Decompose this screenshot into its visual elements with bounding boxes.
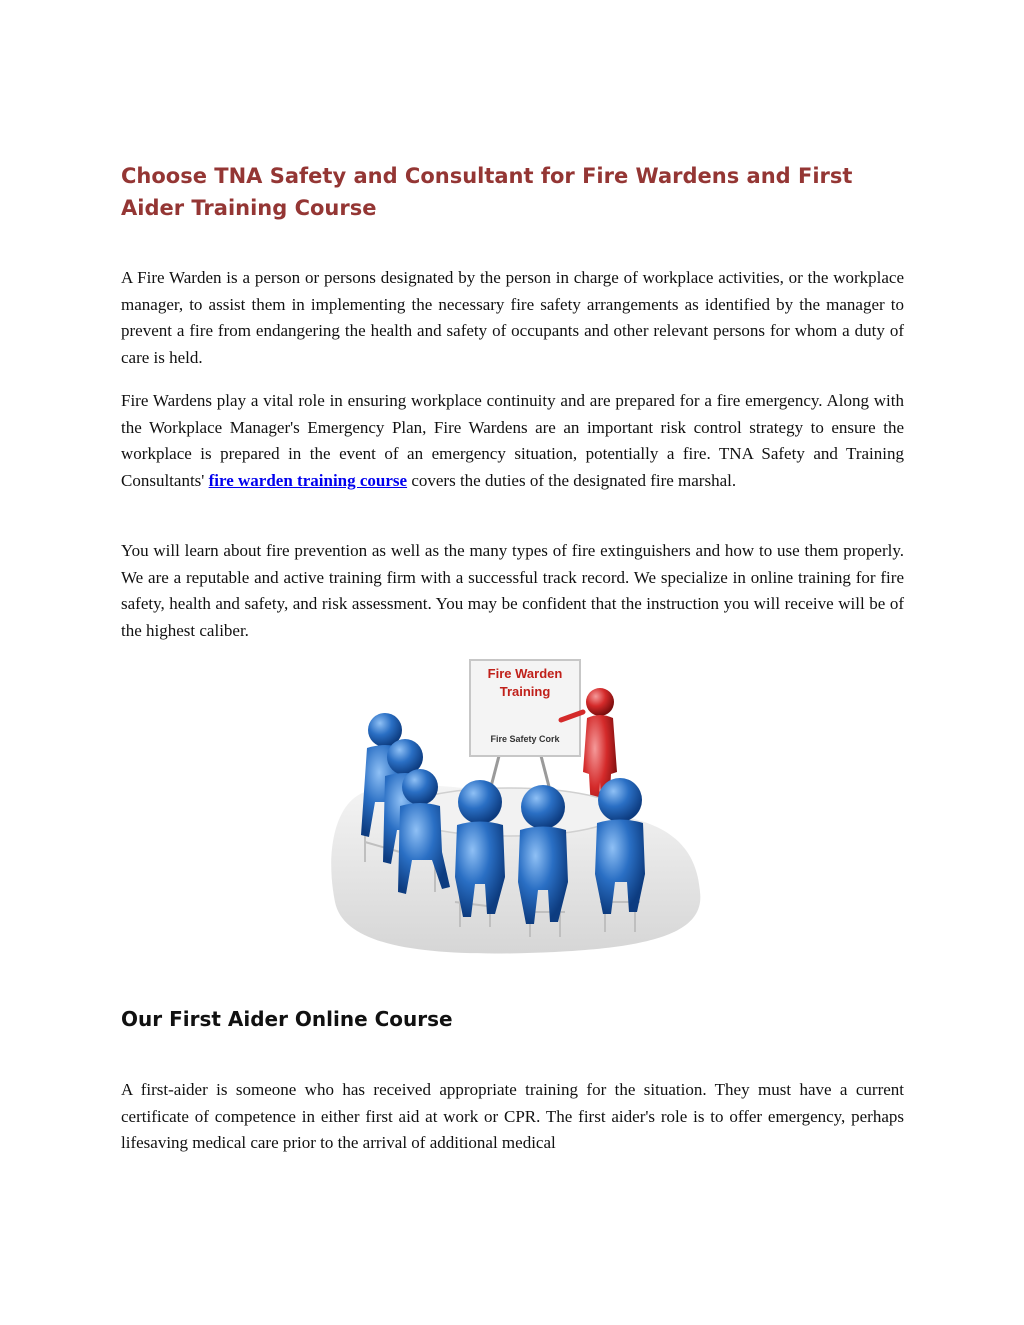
flipchart [470,660,580,802]
board-caption: Fire Safety Cork [490,734,560,744]
paragraph-first-aider: A first-aider is someone who has received appropriate training for the situation. They must have a current certificate of competence in either first aid at work or CPR. The first aider's role is to offer emergency, perhaps lifesaving medical care prior to the arrival of additional medical [121,1080,904,1152]
section-heading-first-aider: Our First Aider Online Course [121,1007,453,1031]
fire-warden-training-illustration [325,652,710,962]
paragraph-fire-warden-role [121,388,904,494]
fire-warden-training-course-link[interactable]: fire warden training course [208,470,408,490]
paragraph-course-content: You will learn about fire prevention as well as the many types of fire extinguishers and how to use them properly. We are a reputable and active training firm with a successful track record. We specialize in online training for fire safety, health and safety, and risk assessment. You may be confident that the instruction you will receive will be of the highest caliber. [121,541,904,640]
board-title-line2: Training [499,684,551,699]
paragraph-text: covers the duties of the designated fire marshal. [407,470,737,490]
page-title: Choose TNA Safety and Consultant for Fire Wardens and First Aider Training Course [121,164,853,220]
paragraph-text: Fire Wardens play a vital role in ensuring workplace continuity and are prepared for a fire emergency. Along with the Workplace Manager's Emergency Plan, Fire Wardens are an important risk control strategy to ensure the workplace is prepared in the event of an emergency situation, potentially a fire. TNA Safety and Training Consultants' [121,391,904,490]
board-title-line1: Fire Warden [487,666,563,681]
paragraph-fire-warden-definition: A Fire Warden is a person or persons designated by the person in charge of workplace activities, or the workplace manager, to assist them in implementing the necessary fire safety arrangements as identified by the manager to prevent a fire from endangering the health and safety of occupants and other relevant persons for whom a duty of care is held. [121,268,904,367]
